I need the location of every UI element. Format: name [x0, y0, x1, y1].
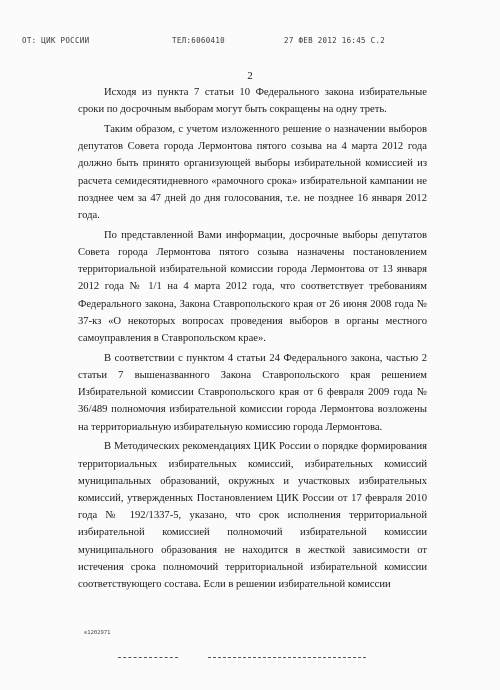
document-code: к1202971 — [84, 630, 111, 636]
fax-phone: ТЕЛ:6060410 — [172, 36, 225, 45]
document-body — [78, 84, 427, 596]
footer-divider — [208, 657, 366, 658]
fax-footer-lines — [118, 654, 418, 660]
paragraph: По представленной Вами информации, досрочные выборы депутатов Совета города Лермонтова пятого созыва назначены постановлением территориальной избирательной комиссии города Лермонтова от 13 января 2012 года № 1/1 на 4 марта 2012 года, что соответствует требованиям Федерального закона, Закона Ставропольского края от 26 июня 2008 года № 37-кз «О некоторых вопросах проведения выборов в органы местного самоуправления в Ставропольском крае». — [78, 229, 427, 345]
footer-divider — [118, 657, 178, 658]
paragraph: В соответствии с пунктом 4 статьи 24 Федерального закона, частью 2 статьи 7 вышеназванного Закона Ставропольского края решением Избирательной комиссии Ставропольского края от 6 февраля 2009 года № 36/489 полномочия избирательной комиссии города Лермонтова возложены на территориальную избирательную комиссию города Лермонтова. — [78, 352, 427, 433]
fax-header — [22, 36, 482, 48]
fax-sender: ОТ: ЦИК РОССИИ — [22, 36, 90, 45]
paragraph: Таким образом, с учетом изложенного решение о назначении выборов депутатов Совета города Лермонтова пятого созыва на 4 марта 2012 года должно быть принято организующей выборы избирательной комиссией из расчета семидесятидневного «рамочного срока» избирательной кампании не позднее чем за 47 дней до дня голосования, т.е. не позднее 16 января 2012 года. — [78, 124, 427, 222]
paragraph: В Методических рекомендациях ЦИК России о порядке формирования территориальных избирательных комиссий, избирательных комиссий муниципальных образований, окружных и участковых избирательных комиссий, утвержденных Постановлением ЦИК России от 17 февраля 2010 года № 192/1337-5, указано, что срок исполнения территориальной избирательной комиссией полномочий избирательной комиссии муниципального образования не находится в жесткой зависимости от истечения срока полномочий территориальной избирательной комиссии соответствующего состава. Если в решении избирательной комиссии — [78, 441, 427, 591]
paragraph: Исходя из пункта 7 статьи 10 Федерального закона избирательные сроки по досрочным выборам могут быть сокращены на одну треть. — [78, 87, 427, 116]
fax-date-page: 27 ФЕВ 2012 16:45 С.2 — [284, 36, 386, 45]
page-number: 2 — [247, 70, 253, 82]
